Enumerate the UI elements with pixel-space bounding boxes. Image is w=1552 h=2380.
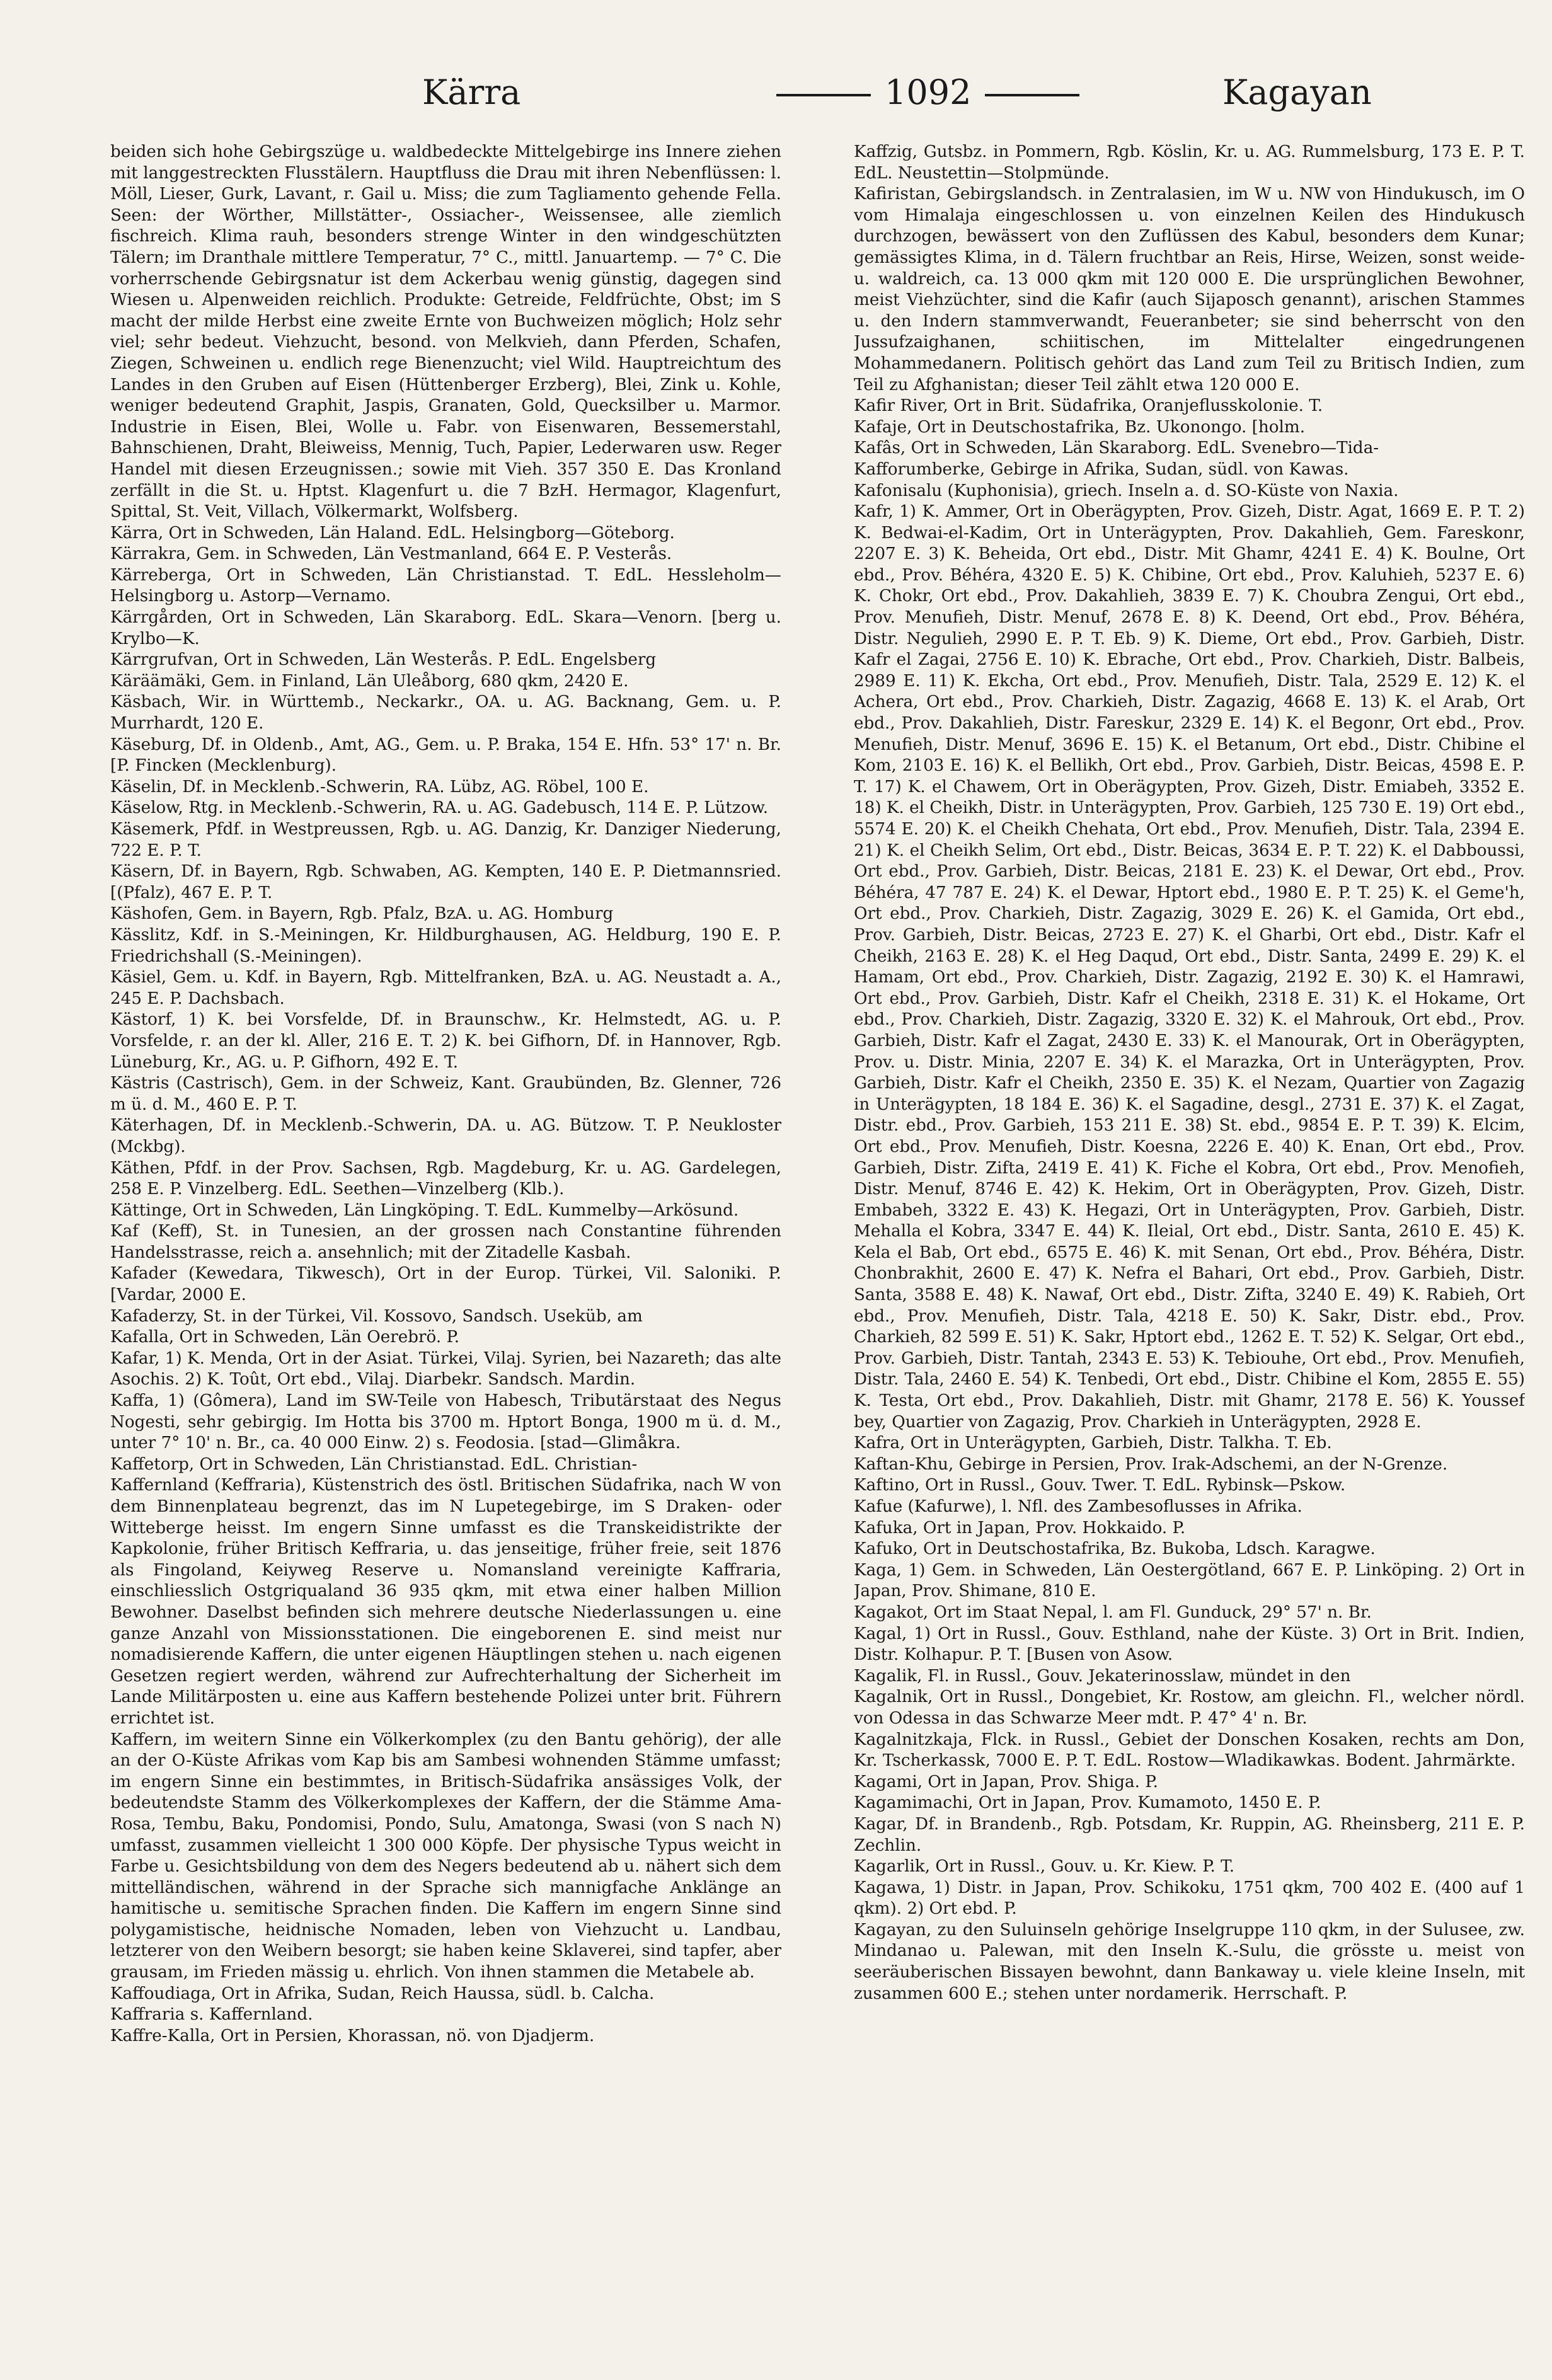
- dictionary-entry: Kaffernland (Keffraria), Küstenstrich des östl. Britischen Südafrika, nach W von dem Binnenplateau begrenzt, das im N Lupetegebirge, im S Draken- oder Witteberge heisst. Im engern Sinne umfasst es die Transkeidistrikte der Kapkolonie, früher Britisch Keffraria, u. das jenseitige, früher freie, seit 1876 als Fingoland, Keiyweg Reserve u. Nomansland vereinigte Kaffraria, einschliesslich Ostgriqualand 36 935 qkm, mit etwa einer halben Million Bewohner. Daselbst befinden sich mehrere deutsche Niederlassungen u. eine ganze Anzahl von Missionsstationen. Die eingeborenen E. sind meist nur nomadisierende Kaffern, die unter eigenen Häuptlingen stehen u. nach eigenen Gesetzen regiert werden, während zur Aufrechterhaltung der Sicherheit im Lande Militärposten u. eine aus Kaffern bestehende Polizei unter brit. Führern errichtet ist.: [110, 1476, 781, 1728]
- dictionary-entry: Kagawa, 1) Distr. in Japan, Prov. Schikoku, 1751 qkm, 700 402 E. (400 auf 1 qkm). 2) Ort ebd. P.: [854, 1878, 1525, 1919]
- dictionary-entry: Kagar, Df. in Brandenb., Rgb. Potsdam, Kr. Ruppin, AG. Rheinsberg, 211 E. P. Zechlin.: [854, 1814, 1525, 1855]
- page-number: [762, 72, 1093, 112]
- right-column: [854, 142, 1525, 2360]
- dictionary-entry: Kagayan, zu den Suluinseln gehörige Inselgruppe 110 qkm, in der Sulusee, zw. Mindanao u. Palewan, mit den Inseln K.-Sulu, die grösste u. meist von seeräuberischen Bissayen bewohnt, dann Bankaway u. viele kleine Inseln, mit zusammen 600 E.; stehen unter nordamerik. Herrschaft. P.: [854, 1920, 1525, 2003]
- dictionary-entry: Käthen, Pfdf. in der Prov. Sachsen, Rgb. Magdeburg, Kr. u. AG. Gardelegen, 258 E. P. Vinzelberg. EdL. Seethen—Vinzelberg (Klb.).: [110, 1158, 781, 1199]
- dictionary-entry: Kärra, Ort in Schweden, Län Haland. EdL. Helsingborg—Göteborg.: [110, 523, 675, 543]
- header-dash-left: [776, 94, 871, 96]
- dictionary-entry: Kagalik, Fl. in Russl., Gouv. Jekaterinosslaw, mündet in den: [854, 1666, 1351, 1686]
- dictionary-entry: Kafaderzy, St. in der Türkei, Vil. Kossovo, Sandsch. Useküb, am: [110, 1306, 643, 1326]
- dictionary-entry: Kaftino, Ort in Russl., Gouv. Twer. T. EdL. Rybinsk—Pskow.: [854, 1476, 1346, 1495]
- dictionary-entry: Kafir River, Ort in Brit. Südafrika, Oranjeflusskolonie. T.: [854, 396, 1323, 416]
- dictionary-entry: Käsiel, Gem. u. Kdf. in Bayern, Rgb. Mittelfranken, BzA. u. AG. Neustadt a. A., 245 E. P. Dachsbach.: [110, 968, 781, 1008]
- dictionary-entry: Kaffre-Kalla, Ort in Persien, Khorassan, nö. von Djadjerm.: [110, 2026, 595, 2045]
- dictionary-entry: Kagalnitzkaja, Flck. in Russl., Gebiet der Donschen Kosaken, rechts am Don, Kr. Tscherkassk, 7000 E. P. T. EdL. Rostow—Wladikawkas. Bodent. Jahrmärkte.: [854, 1730, 1525, 1771]
- dictionary-entry: Kagamimachi, Ort in Japan, Prov. Kumamoto, 1450 E. P.: [854, 1793, 1321, 1813]
- dictionary-entry: Käsbach, Wir. in Württemb., Neckarkr., OA. u. AG. Backnang, Gem. u. P. Murrhardt, 120 E.: [110, 693, 781, 733]
- dictionary-entry: Kagami, Ort in Japan, Prov. Shiga. P.: [854, 1772, 1158, 1791]
- dictionary-entry: Käselin, Df. in Mecklenb.-Schwerin, RA. Lübz, AG. Röbel, 100 E.: [110, 777, 649, 796]
- header-right-keyword: Kagayan: [1222, 72, 1372, 112]
- dictionary-entry: Kafâs, Ort in Schweden, Län Skaraborg. EdL. Svenebro—Tida-: [854, 439, 1379, 458]
- header-dash-right: [985, 94, 1079, 96]
- left-column: [110, 142, 781, 2360]
- dictionary-entry: Kafra, Ort in Unterägypten, Garbieh, Distr. Talkha. T. Eb.: [854, 1434, 1332, 1453]
- dictionary-entry: Kafue (Kafurwe), l. Nfl. des Zambesoflusses in Afrika.: [854, 1497, 1302, 1516]
- dictionary-entry: Kässlitz, Kdf. in S.-Meiningen, Kr. Hildburghausen, AG. Heldburg, 190 E. P. Friedrichshall (S.-Meiningen).: [110, 925, 781, 966]
- dictionary-entry: Kärrgrufvan, Ort in Schweden, Län Westerås. P. EdL. Engelsberg: [110, 650, 657, 670]
- dictionary-entry: Käterhagen, Df. in Mecklenb.-Schwerin, DA. u. AG. Bützow. T. P. Neukloster (Mckbg).: [110, 1116, 781, 1156]
- dictionary-entry: Kagakot, Ort im Staat Nepal, l. am Fl. Gunduck, 29° 57' n. Br.: [854, 1602, 1372, 1622]
- dictionary-entry: Kagalnik, Ort in Russl., Dongebiet, Kr. Rostow, am gleichn. Fl., welcher nördl. von Odessa in das Schwarze Meer mdt. P. 47° 4' n. Br.: [854, 1687, 1525, 1728]
- dictionary-entry: Kaffoudiaga, Ort in Afrika, Sudan, Reich Haussa, südl. b. Calcha.: [110, 1984, 655, 2003]
- dictionary-entry: Kagarlik, Ort in Russl., Gouv. u. Kr. Kiew. P. T.: [854, 1857, 1235, 1877]
- dictionary-entry: Kafuko, Ort in Deutschostafrika, Bz. Bukoba, Ldsch. Karagwe.: [854, 1539, 1376, 1559]
- dictionary-entry: Kaffzig, Gutsbz. in Pommern, Rgb. Köslin, Kr. u. AG. Rummelsburg, 173 E. P. T. EdL. Neustettin—Stolpmünde.: [854, 142, 1525, 183]
- dictionary-entry: Kärreberga, Ort in Schweden, Län Christianstad. T. EdL. Hessleholm—Helsingborg u. Astorp—Vernamo.: [110, 565, 781, 606]
- dictionary-entry: Kagal, 1) Ort in Russl., Gouv. Esthland, nahe der Küste. 3) Ort in Brit. Indien, Distr. Kolhapur. P. T. [Busen von Asow.: [854, 1624, 1525, 1665]
- dictionary-entry: Kafr, 1) K. Ammer, Ort in Oberägypten, Prov. Gizeh, Distr. Agat, 1669 E. P. T. 2) K. Bedwai-el-Kadim, Ort in Unterägypten, Prov. Dakahlieh, Gem. Fareskonr, 2207 E. 3) K. Beheida, Ort ebd., Distr. Mit Ghamr, 4241 E. 4) K. Boulne, Ort ebd., Prov. Béhéra, 4320 E. 5) K. Chibine, Ort ebd., Prov. Kaluhieh, 5237 E. 6) K. Chokr, Ort ebd., Prov. Dakahlieh, 3839 E. 7) K. Choubra Zengui, Ort ebd., Prov. Menufieh, Distr. Menuf, 2678 E. 8) K. Deend, Ort ebd., Prov. Béhéra, Distr. Negulieh, 2990 E. P. T. Eb. 9) K. Dieme, Ort ebd., Prov. Garbieh, Distr. Kafr el Zagai, 2756 E. 10) K. Ebrache, Ort ebd., Prov. Charkieh, Distr. Balbeis, 2989 E. 11) K. Ekcha, Ort ebd., Prov. Menufieh, Distr. Tala, 2529 E. 12) K. el Achera, Ort ebd., Prov. Charkieh, Distr. Zagazig, 4668 E. 13) K. el Arab, Ort ebd., Prov. Dakahlieh, Distr. Fareskur, 2329 E. 14) K. el Begonr, Ort ebd., Prov. Menufieh, Distr. Menuf, 3696 E. 15) K. el Betanum, Ort ebd., Distr. Chibine el Kom, 2103 E. 16) K. el Bellikh, Ort ebd., Prov. Garbieh, Distr. Beicas, 4598 E. P. T. 17) K. el Chawem, Ort in Oberägypten, Prov. Gizeh, Distr. Emiabeh, 3352 E. 18) K. el Cheikh, Distr. in Unterägypten, Prov. Garbieh, 125 730 E. 19) Ort ebd., 5574 E. 20) K. el Cheikh Chehata, Ort ebd., Prov. Menufieh, Distr. Tala, 2394 E. 21) K. el Cheikh Selim, Ort ebd., Distr. Beicas, 3634 E. P. T. 22) K. el Dabboussi, Ort ebd., Prov. Garbieh, Distr. Beicas, 2181 E. 23) K. el Dewar, Ort ebd., Prov. Béhéra, 47 787 E. 24) K. el Dewar, Hptort ebd., 1980 E. P. T. 25) K. el Geme'h, Ort ebd., Prov. Charkieh, Distr. Zagazig, 3029 E. 26) K. el Gamida, Ort ebd., Prov. Garbieh, Distr. Beicas, 2723 E. 27) K. el Gharbi, Ort ebd., Distr. Kafr el Cheikh, 2163 E. 28) K. el Heg Daqud, Ort ebd., Distr. Santa, 2499 E. 29) K. el Hamam, Ort ebd., Prov. Charkieh, Distr. Zagazig, 2192 E. 30) K. el Hamrawi, Ort ebd., Prov. Garbieh, Distr. Kafr el Cheikh, 2318 E. 31) K. el Hokame, Ort ebd., Prov. Charkieh, Distr. Zagazig, 3320 E. 32) K. el Mahrouk, Ort ebd., Prov. Garbieh, Distr. Kafr el Zagat, 2430 E. 33) K. el Manourak, Ort in Oberägypten, Prov. u. Distr. Minia, 2207 E. 34) K. el Marazka, Ort in Unterägypten, Prov. Garbieh, Distr. Kafr el Cheikh, 2350 E. 35) K. el Nezam, Quartier von Zagazig in Unterägypten, 18 184 E. 36) K. el Sagadine, desgl., 2731 E. 37) K. el Zagat, Distr. ebd., Prov. Garbieh, 153 211 E. 38) St. ebd., 9854 E. P. T. 39) K. Elcim, Ort ebd., Prov. Menufieh, Distr. Koesna, 2226 E. 40) K. Enan, Ort ebd., Prov. Garbieh, Distr. Zifta, 2419 E. 41) K. Fiche el Kobra, Ort ebd., Prov. Menofieh, Distr. Menuf, 8746 E. 42) K. Hekim, Ort in Oberägypten, Prov. Gizeh, Distr. Embabeh, 3322 E. 43) K. Hegazi, Ort in Unterägypten, Prov. Garbieh, Distr. Mehalla el Kobra, 3347 E. 44) K. Ileial, Ort ebd., Distr. Santa, 2610 E. 45) K. Kela el Bab, Ort ebd., 6575 E. 46) K. mit Senan, Ort ebd., Prov. Béhéra, Distr. Chonbrakhit, 2600 E. 47) K. Nefra el Bahari, Ort ebd., Prov. Garbieh, Distr. Santa, 3588 E. 48) K. Nawaf, Ort ebd., Distr. Zifta, 3240 E. 49) K. Rabieh, Ort ebd., Prov. Menufieh, Distr. Tala, 4218 E. 50) K. Sakr, Distr. ebd., Prov. Charkieh, 82 599 E. 51) K. Sakr, Hptort ebd., 1262 E. T. 52) K. Selgar, Ort ebd., Prov. Garbieh, Distr. Tantah, 2343 E. 53) K. Tebiouhe, Ort ebd., Prov. Menufieh, Distr. Tala, 2460 E. 54) K. Tenbedi, Ort ebd., Distr. Chibine el Kom, 2855 E. 55) K. Testa, Ort ebd., Prov. Dakahlieh, Distr. mit Ghamr, 2178 E. 56) K. Youssef bey, Quartier von Zagazig, Prov. Charkieh in Unterägypten, 2928 E.: [854, 502, 1525, 1432]
- dictionary-entry: Käshofen, Gem. in Bayern, Rgb. Pfalz, BzA. u. AG. Homburg: [110, 904, 614, 924]
- dictionary-entry: Kafar, 1) K. Menda, Ort in der Asiat. Türkei, Vilaj. Syrien, bei Nazareth; das alte Asochis. 2) K. Toût, Ort ebd., Vilaj. Diarbekr. Sandsch. Mardin.: [110, 1348, 781, 1389]
- left-intro-paragraph: beiden sich hohe Gebirgszüge u. waldbedeckte Mittelgebirge ins Innere ziehen mit langgestreckten Flusstälern. Hauptfluss die Drau mit ihren Nebenflüssen: l. Möll, Lieser, Gurk, Lavant, r. Gail u. Miss; die zum Tagliamento gehende Fella. Seen: der Wörther, Millstätter-, Ossiacher-, Weissensee, alle ziemlich fischreich. Klima rauh, besonders strenge Winter in den windgeschützten Tälern; im Dranthale mittlere Temperatur, 7° C., mittl. Januartemp. — 7° C. Die vorherrschende Gebirgsnatur ist dem Ackerbau wenig günstig, dagegen sind Wiesen u. Alpenweiden reichlich. Produkte: Getreide, Feldfrüchte, Obst; im S macht der milde Herbst eine zweite Ernte von Buchweizen möglich; Holz sehr viel; sehr bedeut. Viehzucht, besond. von Melkvieh, dann Pferden, Schafen, Ziegen, Schweinen u. endlich rege Bienenzucht; viel Wild. Hauptreichtum des Landes in den Gruben auf Eisen (Hüttenberger Erzberg), Blei, Zink u. Kohle, weniger bedeutend Graphit, Jaspis, Granaten, Gold, Quecksilber u. Marmor. Industrie in Eisen, Blei, Wolle u. Fabr. von Eisenwaren, Bessemerstahl, Bahnschienen, Draht, Bleiweiss, Mennig, Tuch, Papier, Lederwaren usw. Reger Handel mit diesen Erzeugnissen.; sowie mit Vieh. 357 350 E. Das Kronland zerfällt in die St. u. Hptst. Klagenfurt u. die 7 BzH. Hermagor, Klagenfurt, Spittal, St. Veit, Villach, Völkermarkt, Wolfsberg.: [110, 142, 781, 522]
- page-number-text: 1092: [885, 72, 972, 112]
- dictionary-entry: Kästris (Castrisch), Gem. in der Schweiz, Kant. Graubünden, Bz. Glenner, 726 m ü. d. M., 460 E. P. T.: [110, 1074, 781, 1114]
- dictionary-entry: Kafader (Kewedara, Tikwesch), Ort in der Europ. Türkei, Vil. Saloniki. P. [Vardar, 2000 E.: [110, 1264, 781, 1305]
- header-left-keyword: Kärra: [422, 72, 521, 112]
- dictionary-entry: Käräämäki, Gem. in Finland, Län Uleåborg, 680 qkm, 2420 E.: [110, 671, 629, 691]
- dictionary-entry: Kafalla, Ort in Schweden, Län Oerebrö. P.: [110, 1328, 460, 1347]
- dictionary-entry: Kaffa, 1) (Gômera), Land im SW-Teile von Habesch, Tributärstaat des Negus Nogesti, sehr gebirgig. Im Hotta bis 3700 m. Hptort Bonga, 1900 m ü. d. M., unter 7° 10' n. Br., ca. 40 000 Einw. 2) s. Feodosia. [stad—Glimåkra.: [110, 1391, 781, 1453]
- dictionary-entry: Kafforumberke, Gebirge in Afrika, Sudan, südl. von Kawas.: [854, 459, 1349, 479]
- dictionary-entry: Kärrgården, Ort in Schweden, Län Skaraborg. EdL. Skara—Venorn. [berg u. Krylbo—K.: [110, 608, 781, 648]
- page-header: [95, 66, 1474, 123]
- dictionary-entry: Kaffraria s. Kaffernland.: [110, 2005, 313, 2025]
- dictionary-entry: Kafonisalu (Kuphonisia), griech. Inseln a. d. SO-Küste von Naxia.: [854, 481, 1399, 500]
- dictionary-entry: Käsern, Df. in Bayern, Rgb. Schwaben, AG. Kempten, 140 E. P. Dietmannsried. [(Pfalz), 467 E. P. T.: [110, 862, 781, 902]
- dictionary-entry: Kästorf, 1) K. bei Vorsfelde, Df. in Braunschw., Kr. Helmstedt, AG. u. P. Vorsfelde, r. an der kl. Aller, 216 E. T. 2) K. bei Gifhorn, Df. in Hannover, Rgb. Lüneburg, Kr., AG. u. P. Gifhorn, 492 E. T.: [110, 1010, 781, 1072]
- dictionary-entry: Kaf (Keff), St. in Tunesien, an der grossen nach Constantine führenden Handelsstrasse, reich a. ansehnlich; mit der Zitadelle Kasbah.: [110, 1222, 781, 1262]
- dictionary-entry: Käseburg, Df. in Oldenb., Amt, AG., Gem. u. P. Braka, 154 E. Hfn. 53° 17' n. Br. [P. Fincken (Mecklenburg).: [110, 735, 781, 776]
- dictionary-entry: Käselow, Rtg. in Mecklenb.-Schwerin, RA. u. AG. Gadebusch, 114 E. P. Lützow.: [110, 798, 769, 818]
- dictionary-entry: Kättinge, Ort in Schweden, Län Lingköping. T. EdL. Kummelby—Arkösund.: [110, 1200, 739, 1220]
- dictionary-entry: Käsemerk, Pfdf. in Westpreussen, Rgb. u. AG. Danzig, Kr. Danziger Niederung, 722 E. P. T.: [110, 820, 781, 860]
- dictionary-entry: Kärrakra, Gem. in Schweden, Län Vestmanland, 664 E. P. Vesterås.: [110, 544, 672, 564]
- dictionary-entry: Kafiristan, Gebirgslandsch. in Zentralasien, im W u. NW von Hindukusch, im O vom Himalaja eingeschlossen u. von einzelnen Keilen des Hindukusch durchzogen, bewässert von den Zuflüssen des Kabul, besonders dem Kunar; gemässigtes Klima, in d. Tälern fruchtbar an Reis, Hirse, Weizen, sonst weide- u. waldreich, ca. 13 000 qkm mit 120 000 E. Die ursprünglichen Bewohner, meist Viehzüchter, sind die Kafir (auch Sijaposch genannt), arischen Stammes u. den Indern stammverwandt, Feueranbeter; sie sind beherrscht von den Jussufzaighanen, schiitischen, im Mittelalter eingedrungenen Mohammedanern. Politisch gehört das Land zum Teil zu Britisch Indien, zum Teil zu Afghanistan; dieser Teil zählt etwa 120 000 E.: [854, 185, 1525, 394]
- dictionary-entry: Kaftan-Khu, Gebirge in Persien, Prov. Irak-Adschemi, an der N-Grenze.: [854, 1454, 1448, 1474]
- dictionary-entry: Kaga, 1) Gem. in Schweden, Län Oestergötland, 667 E. P. Linköping. 2) Ort in Japan, Prov. Shimane, 810 E.: [854, 1560, 1525, 1601]
- dictionary-entry: Kaffern, im weitern Sinne ein Völkerkomplex (zu den Bantu gehörig), der alle an der O-Küste Afrikas vom Kap bis am Sambesi wohnenden Stämme umfasst; im engern Sinne ein bestimmtes, in Britisch-Südafrika ansässiges Volk, der bedeutendste Stamm des Völkerkomplexes der Kaffern, der die Stämme Ama-Rosa, Tembu, Baku, Pondomisi, Pondo, Sulu, Amatonga, Swasi (von S nach N) umfasst, zusammen vielleicht 1 300 000 Köpfe. Der physische Typus weicht in Farbe u. Gesichtsbildung von dem des Negers bedeutend ab u. nähert sich dem mittelländischen, während in der Sprache sich mannigfache Anklänge an hamitische u. semitische Sprachen finden. Die Kaffern im engern Sinne sind polygamistische, heidnische Nomaden, leben von Viehzucht u. Landbau, letzterer von den Weibern besorgt; sie haben keine Sklaverei, sind tapfer, aber grausam, im Frieden mässig u. ehrlich. Von ihnen stammen die Metabele ab.: [110, 1730, 781, 1982]
- dictionary-entry: Kafaje, Ort in Deutschostafrika, Bz. Ukonongo. [holm.: [854, 417, 1306, 437]
- dictionary-entry: Kaffetorp, Ort in Schweden, Län Christianstad. EdL. Christian-: [110, 1454, 638, 1474]
- dictionary-entry: Kafuka, Ort in Japan, Prov. Hokkaido. P.: [854, 1518, 1186, 1538]
